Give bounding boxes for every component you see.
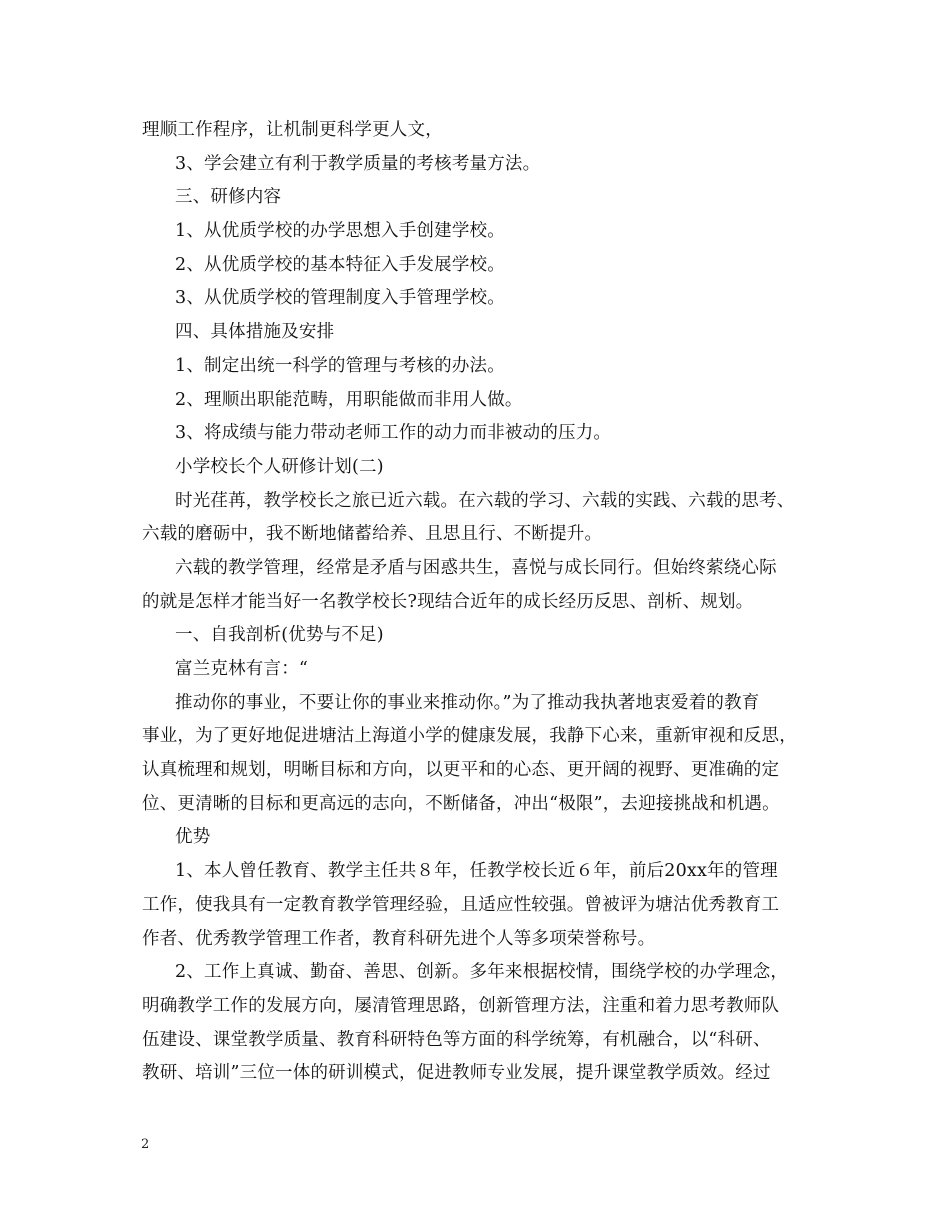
text-line: 时光荏苒，教学校长之旅已近六载。在六载的学习、六载的实践、六载的思考、 <box>175 490 795 511</box>
text-line: 作者、优秀教学管理工作者，教育科研先进个人等多项荣誉称号。 <box>142 928 656 949</box>
text-line: 理顺工作程序，让机制更科学更人文， <box>142 120 443 140</box>
text-line: 教研、培训”三位一体的研训模式，促进教师专业发展，提升课堂教学质效。经过 <box>142 1063 771 1084</box>
text-line: 明确教学工作的发展方向，屡清管理思路，创新管理方法，注重和着力思考教师队 <box>142 995 780 1016</box>
text-line: 3、将成绩与能力带动老师工作的动力而非被动的压力。 <box>175 423 612 444</box>
text-line: 事业，为了更好地促进塘沽上海道小学的健康发展，我静下心来，重新审视和反思， <box>142 726 797 747</box>
text-line: 伍建设、课堂教学质量、教育科研特色等方面的科学统筹，有机融合，以“科研、 <box>142 1029 771 1050</box>
text-line: 的就是怎样才能当好一名教学校长?现结合近年的成长经历反思、剖析、规划。 <box>142 591 754 612</box>
text-line: 认真梳理和规划，明晰目标和方向，以更平和的心态、更开阔的视野、更准确的定 <box>142 760 780 781</box>
text-line: 1、本人曾任教育、教学主任共８年，任教学校长近６年，前后20xx年的管理 <box>175 861 778 882</box>
text-line: 一、自我剖析(优势与不足) <box>175 625 384 646</box>
text-line: 1、制定出统一科学的管理与考核的办法。 <box>175 355 505 376</box>
text-line: 1、从优质学校的办学思想入手创建学校。 <box>175 221 505 242</box>
text-line: 3、学会建立有利于教学质量的考核考量方法。 <box>175 153 541 174</box>
text-line: 2、工作上真诚、勤奋、善思、创新。多年来根据校情，围绕学校的办学理念， <box>175 962 789 983</box>
text-line: 六载的教学管理，经常是矛盾与困惑共生，喜悦与成长同行。但始终萦绕心际 <box>175 557 777 578</box>
page-number: 2 <box>141 1137 150 1152</box>
text-line: 小学校长个人研修计划(二) <box>175 456 384 477</box>
text-line: 三、研修内容 <box>175 187 282 208</box>
text-line: 位、更清晰的目标和更高远的志向，不断储备，冲出“极限”，去迎接挑战和机遇。 <box>142 793 780 814</box>
text-line: 四、具体措施及安排 <box>175 322 335 343</box>
text-line: 推动你的事业，不要让你的事业来推动你。”为了推动我执著地衷爱着的教育 <box>175 692 760 713</box>
text-line: 2、从优质学校的基本特征入手发展学校。 <box>175 254 505 275</box>
text-line: 富兰克林有言：“ <box>175 659 309 679</box>
text-line: 2、理顺出职能范畴，用职能做而非用人做。 <box>175 389 523 410</box>
text-line: 六载的磨砺中，我不断地储蓄给养、且思且行、不断提升。 <box>142 524 603 545</box>
text-line: 优势 <box>175 827 211 848</box>
text-line: 3、从优质学校的管理制度入手管理学校。 <box>175 288 505 309</box>
document-body <box>142 114 824 1091</box>
text-line: 工作，使我具有一定教育教学管理经验，且适应性较强。曾被评为塘沽优秀教育工 <box>142 894 780 915</box>
